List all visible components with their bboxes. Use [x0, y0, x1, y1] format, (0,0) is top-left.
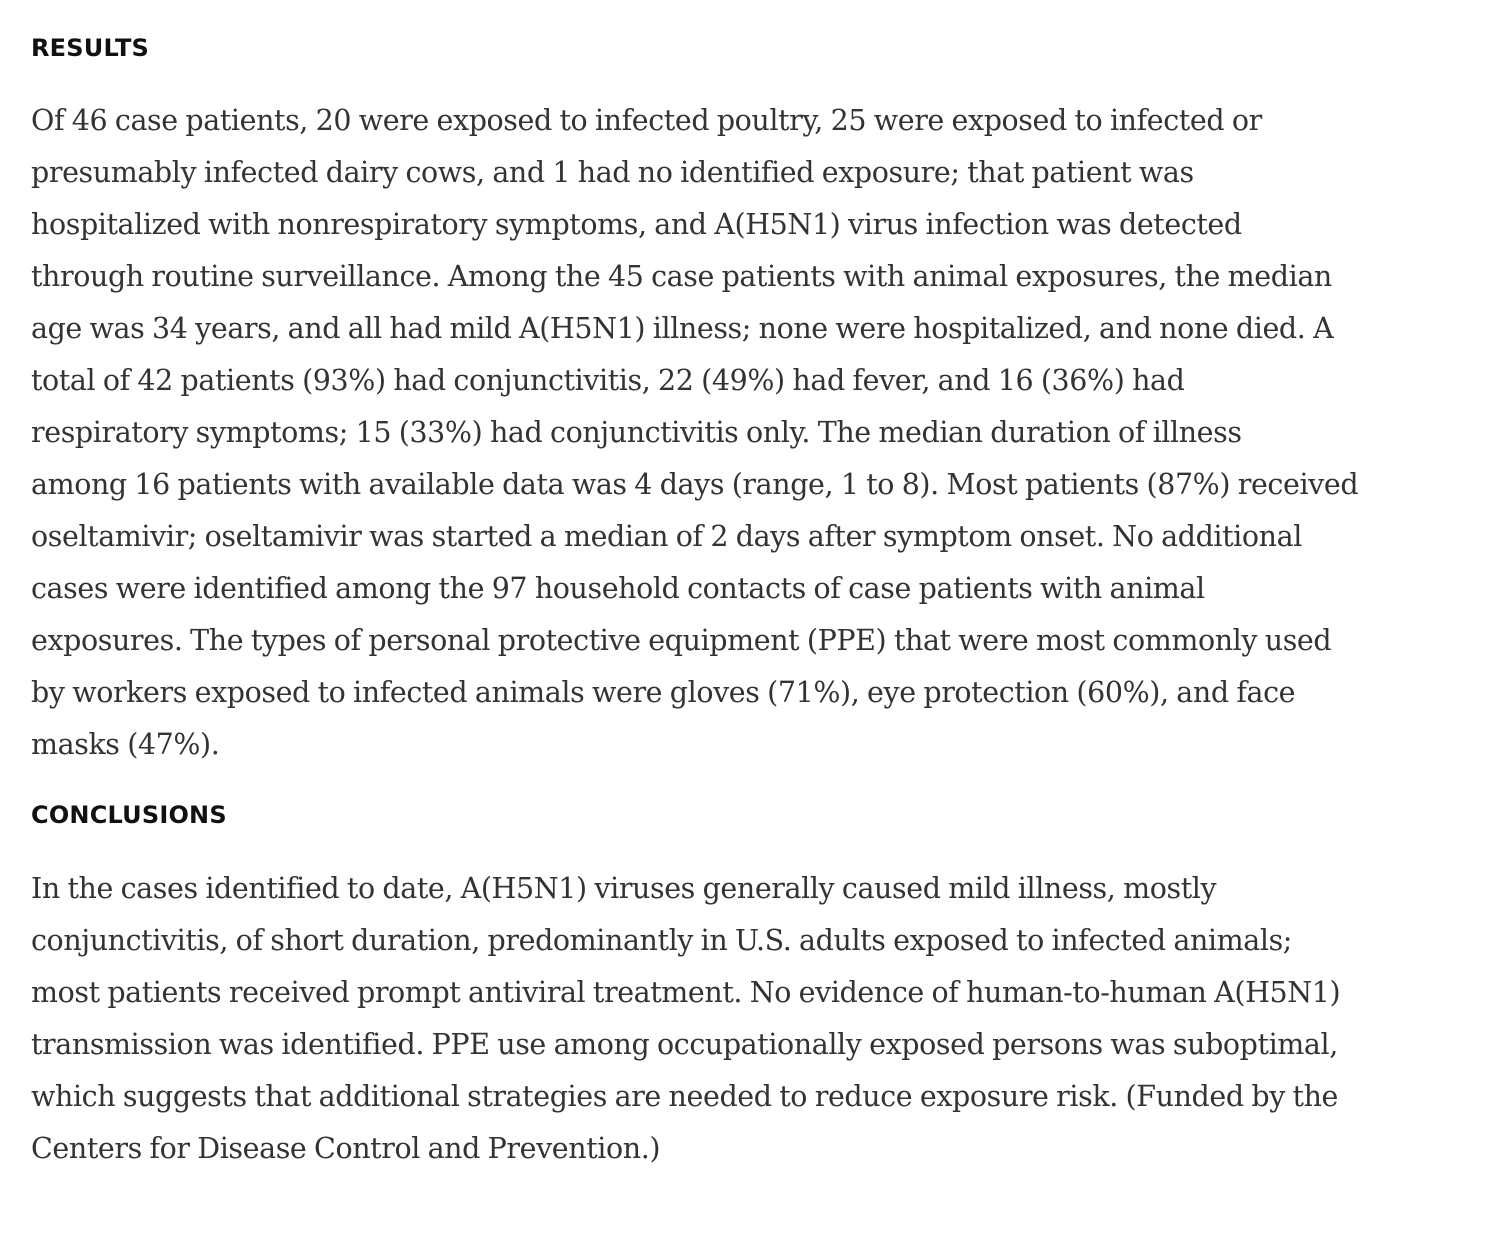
results-line: total of 42 patients (93%) had conjunctivitis, 22 (49%) had fever, and 16 (36%) had [31, 364, 1185, 397]
conclusions-line: In the cases identified to date, A(H5N1) viruses generally caused mild illness, mostly [31, 872, 1217, 905]
abstract [31, 28, 1471, 1175]
results-line: hospitalized with nonrespiratory symptoms, and A(H5N1) virus infection was detected [31, 208, 1242, 241]
results-line: masks (47%). [31, 728, 220, 761]
results-line: among 16 patients with available data was 4 days (range, 1 to 8). Most patients (87%) received [31, 468, 1359, 501]
conclusions-line: Centers for Disease Control and Prevention.) [31, 1132, 661, 1165]
conclusions-line: transmission was identified. PPE use among occupationally exposed persons was suboptimal, [31, 1028, 1338, 1061]
results-line: cases were identified among the 97 household contacts of case patients with animal [31, 572, 1205, 605]
results-line: Of 46 case patients, 20 were exposed to infected poultry, 25 were exposed to infected or [31, 104, 1262, 137]
conclusions-line: conjunctivitis, of short duration, predominantly in U.S. adults exposed to infected animals; [31, 924, 1293, 957]
results-line: age was 34 years, and all had mild A(H5N1) illness; none were hospitalized, and none died. A [31, 312, 1334, 345]
results-line: presumably infected dairy cows, and 1 had no identified exposure; that patient was [31, 156, 1194, 189]
conclusions-paragraph [31, 863, 1471, 1175]
results-line: by workers exposed to infected animals were gloves (71%), eye protection (60%), and face [31, 676, 1296, 709]
conclusions-line: which suggests that additional strategies are needed to reduce exposure risk. (Funded by the [31, 1080, 1339, 1113]
conclusions-line: most patients received prompt antiviral treatment. No evidence of human-to-human A(H5N1) [31, 976, 1341, 1009]
results-line: through routine surveillance. Among the 45 case patients with animal exposures, the median [31, 260, 1332, 293]
results-line: oseltamivir; oseltamivir was started a median of 2 days after symptom onset. No additional [31, 520, 1302, 553]
results-line: respiratory symptoms; 15 (33%) had conjunctivitis only. The median duration of illness [31, 416, 1242, 449]
conclusions-heading: CONCLUSIONS [31, 801, 227, 829]
results-heading: RESULTS [31, 34, 150, 62]
results-line: exposures. The types of personal protective equipment (PPE) that were most commonly used [31, 624, 1332, 657]
results-paragraph [31, 95, 1471, 771]
